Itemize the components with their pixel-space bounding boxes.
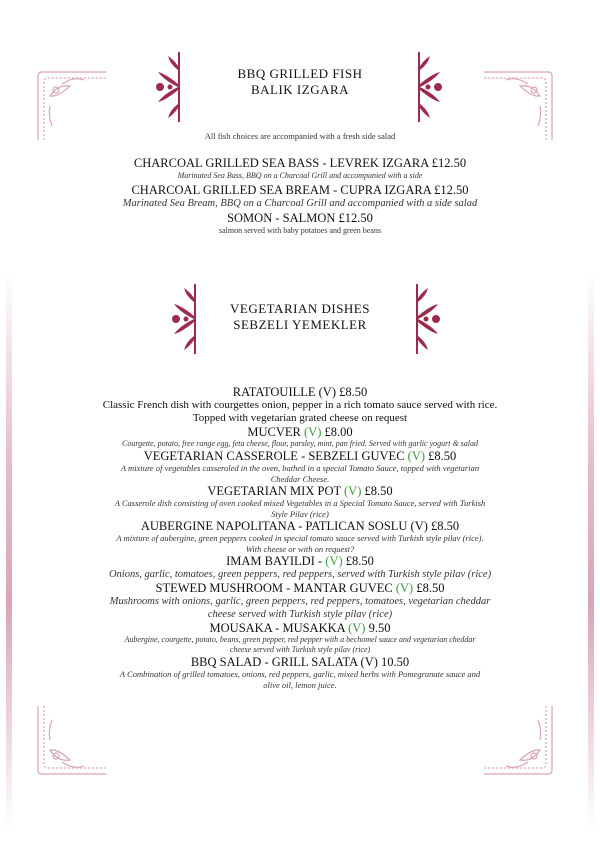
item-price: £8.00	[321, 425, 353, 439]
description-line: Topped with vegetarian grated cheese on request	[192, 412, 408, 424]
item-name: RATATOUILLE (V) £8.50	[232, 385, 368, 399]
menu-item-title: SOMON - SALMON £12.50	[227, 211, 373, 225]
description-line: Onions, garlic, tomatoes, green peppers, red peppers, served with Turkish style pilav (rice)	[108, 569, 492, 580]
vegetarian-badge: (V)	[348, 621, 366, 635]
description-line: olive oil, lemon juice.	[263, 679, 337, 690]
description-line: Classic French dish with courgettes onion, pepper in a rich tomato sauce served with rice.	[102, 399, 498, 411]
veg-heading-line1: VEGETARIAN DISHES	[230, 301, 370, 316]
item-price: £8.50	[342, 554, 374, 568]
menu-item-title	[0, 655, 600, 669]
menu-item-title	[0, 581, 600, 595]
item-price: £8.50	[425, 449, 457, 463]
item-name: MOUSAKA - MUSAKKA	[209, 621, 349, 635]
description-line: Cheddar Cheese.	[270, 473, 330, 484]
description-line: Style Pilav (rice)	[271, 508, 329, 519]
item-name: AUBERGINE NAPOLITANA - PATLICAN SOSLU (V) £8.50	[140, 519, 460, 533]
menu-item-description: salmon served with baby potatoes and green beans	[219, 226, 381, 235]
item-name: MUCVER	[247, 425, 304, 439]
menu-item-description	[0, 568, 600, 581]
description-line: A mixture of aubergine, green peppers cooked in special tomato sauce served with Turkish style pilav (rice).	[116, 533, 484, 543]
description-line: A mixture of vegetables casseroled in the oven, bathed in a special Tomato Sauce, topped with vegetarian	[120, 463, 480, 473]
menu-item-description	[0, 498, 600, 519]
veg-heading-line2: SEBZELI YEMEKLER	[233, 317, 367, 332]
menu-item-description	[0, 635, 600, 655]
menu-item-description	[0, 533, 600, 554]
fish-section-note: All fish choices are accompanied with a fresh side salad	[204, 131, 396, 141]
item-price: 9.50	[365, 621, 391, 635]
veg-section-heading	[0, 301, 600, 333]
vegetarian-badge: (V)	[344, 484, 362, 498]
menu-item-description: Marinated Sea Bream, BBQ on a Charcoal Grill and accompanied with a side salad	[122, 198, 478, 209]
corner-filigree-icon	[478, 700, 558, 780]
menu-item-title	[0, 519, 600, 533]
item-name: VEGETARIAN CASSEROLE - SEBZELI GUVEC	[143, 449, 408, 463]
vegetarian-badge: (V)	[407, 449, 426, 463]
menu-item-description	[0, 669, 600, 690]
menu-item-title	[0, 621, 600, 635]
description-line: A Casserole dish consisting of oven cooked mixed Vegetables in a Special Tomato Sauce, served with Turkish	[114, 498, 486, 508]
menu-item-description	[0, 463, 600, 484]
menu-item-description	[0, 399, 600, 425]
menu-item-title: CHARCOAL GRILLED SEA BASS - LEVREK IZGARA £12.50	[133, 156, 467, 170]
item-name: IMAM BAYILDI -	[226, 554, 326, 568]
fish-section-heading	[0, 66, 600, 98]
corner-filigree-icon	[32, 700, 112, 780]
vegetarian-badge: (V)	[325, 554, 343, 568]
menu-item-description: Marinated Sea Bass, BBQ on a Charcoal Grill and accompanied with a side	[177, 171, 423, 180]
fish-heading-line2: BALIK IZGARA	[250, 82, 350, 97]
vegetarian-badge: (V)	[395, 581, 414, 595]
menu-item-title: CHARCOAL GRILLED SEA BREAM - CUPRA IZGARA £12.50	[131, 183, 469, 197]
vegetarian-badge: (V)	[304, 425, 322, 439]
item-name: BBQ SALAD - GRILL SALATA (V) 10.50	[190, 655, 410, 669]
item-price: £8.50	[361, 484, 393, 498]
description-line: Aubergine, courgette, potato, beans, green pepper, red pepper with a bechomel sauce and vegetarian cheddar	[124, 635, 476, 644]
menu-item-description	[0, 439, 600, 449]
menu-item-title	[0, 484, 600, 498]
description-line: With cheese or with on request?	[245, 543, 355, 554]
description-line: cheese served with Turkish style pilav (rice)	[207, 609, 393, 620]
fish-item-list	[0, 156, 600, 236]
item-name: STEWED MUSHROOM - MANTAR GUVEC	[155, 581, 396, 595]
menu-item-title	[0, 449, 600, 463]
item-name: VEGETARIAN MIX POT	[207, 484, 344, 498]
menu-item-title	[0, 554, 600, 568]
description-line: Courgette, potato, free range egg, feta cheese, flour, parsley, mint, pan fried. Served with garlic yogurt & salad	[121, 439, 479, 448]
description-line: cheese served with Turkish style pilav (rice)	[229, 645, 371, 654]
fish-heading-line1: BBQ GRILLED FISH	[237, 66, 363, 81]
veg-item-list	[0, 385, 600, 690]
description-line: Mushrooms with onions, garlic, green peppers, red peppers, tomatoes, vegetarian cheddar	[109, 596, 491, 607]
menu-item-title	[0, 385, 600, 399]
menu-item-title	[0, 425, 600, 439]
menu-item-description	[0, 595, 600, 621]
description-line: A Combination of grilled tomatoes, onions, red peppers, garlic, mixed herbs with Pomegranate sauce and	[119, 669, 481, 679]
item-price: £8.50	[413, 581, 445, 595]
